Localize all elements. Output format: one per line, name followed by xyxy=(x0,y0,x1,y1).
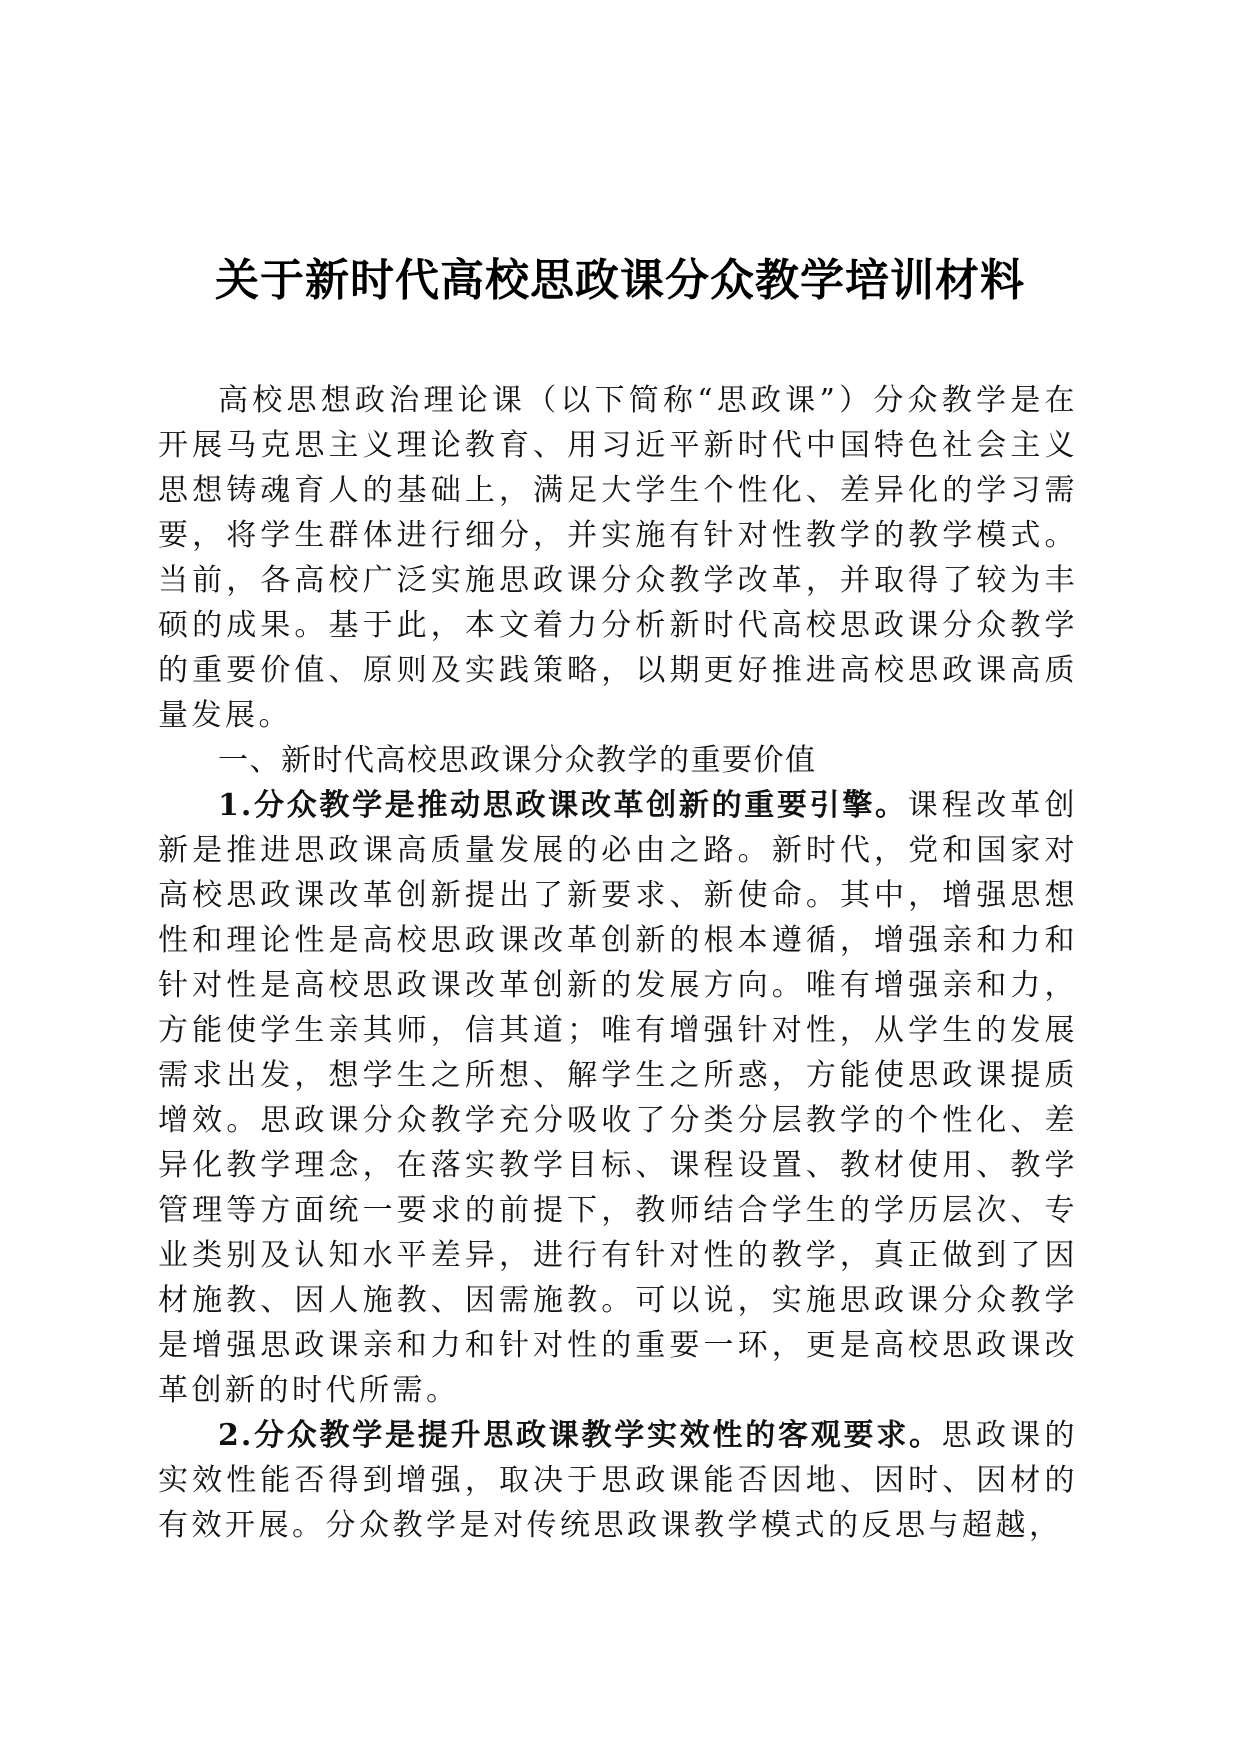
point-2-lead: 2.分众教学是提升思政课教学实效性的客观要求。 xyxy=(218,1418,942,1453)
point-1-lead: 1.分众教学是推动思政课改革创新的重要引擎。 xyxy=(218,788,908,823)
document-title: 关于新时代高校思政课分众教学培训材料 xyxy=(215,255,1025,306)
document-body xyxy=(158,378,1078,1548)
section-heading: 一、新时代高校思政课分众教学的重要价值 xyxy=(218,743,817,778)
point-2-paragraph xyxy=(158,1413,1078,1548)
point-1-body: 课程改革创新是推进思政课高质量发展的必由之路。新时代，党和国家对高校思政课改革创新提出了新要求、新使命。其中，增强思想性和理论性是高校思政课改革创新的根本遵循，增强亲和力和针对性是高校思政课改革创新的发展方向。唯有增强亲和力，方能使学生亲其师，信其道；唯有增强针对性，从学生的发展需求出发，想学生之所想、解学生之所惑，方能使思政课提质增效。思政课分众教学充分吸收了分类分层教学的个性化、差异化教学理念，在落实教学目标、课程设置、教材使用、教学管理等方面统一要求的前提下，教师结合学生的学历层次、专业类别及认知水平差异，进行有针对性的教学，真正做到了因材施教、因人施教、因需施教。可以说，实施思政课分众教学是增强思政课亲和力和针对性的重要一环，更是高校思政课改革创新的时代所需。 xyxy=(158,788,1078,1408)
intro-paragraph: 高校思想政治理论课（以下简称“思政课”）分众教学是在开展马克思主义理论教育、用习近平新时代中国特色社会主义思想铸魂育人的基础上，满足大学生个性化、差异化的学习需要，将学生群体进行细分，并实施有针对性教学的教学模式。当前，各高校广泛实施思政课分众教学改革，并取得了较为丰硕的成果。基于此，本文着力分析新时代高校思政课分众教学的重要价值、原则及实践策略，以期更好推进高校思政课高质量发展。 xyxy=(158,383,1078,733)
point-2-body: 思政课的实效性能否得到增强，取决于思政课能否因地、因时、因材的有效开展。分众教学是对传统思政课教学模式的反思与超越， xyxy=(158,1418,1078,1543)
point-1-paragraph xyxy=(158,783,1078,1413)
